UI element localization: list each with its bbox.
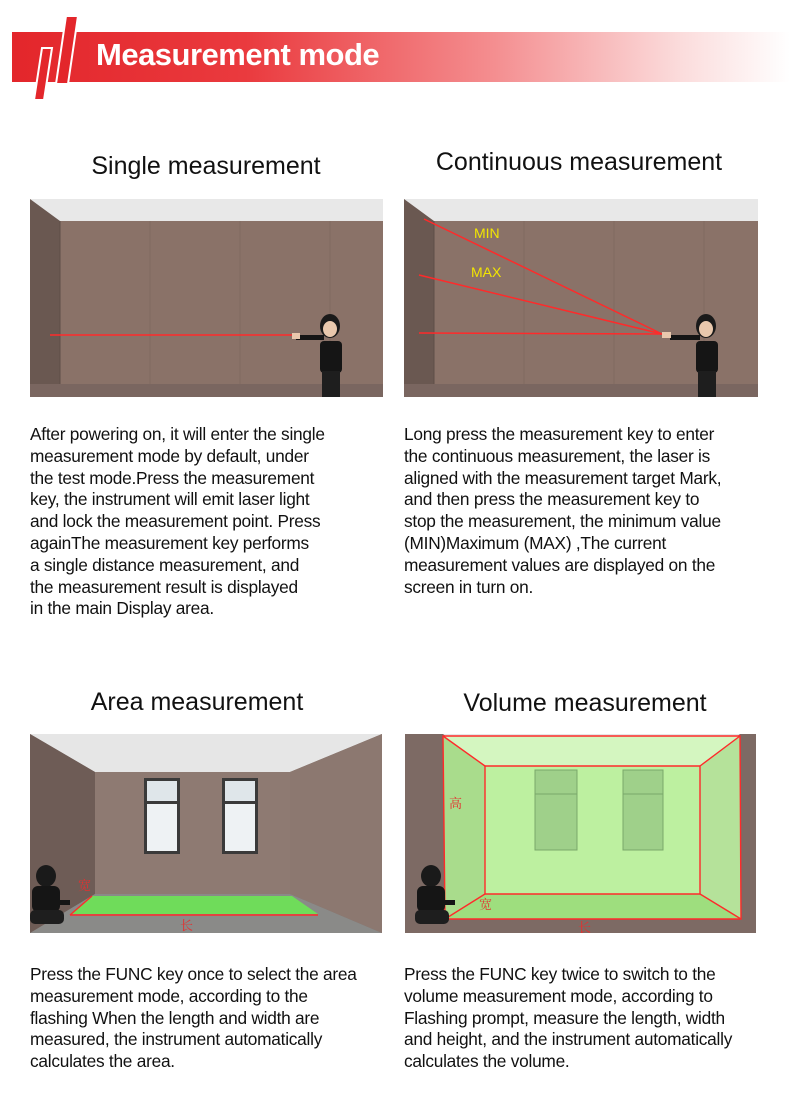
volume-measurement-photo	[405, 734, 756, 933]
floor-area-highlight	[70, 896, 318, 914]
max-label: MAX	[471, 264, 502, 280]
min-label: MIN	[474, 225, 500, 241]
width-label: 宽	[78, 879, 92, 894]
header-banner	[12, 32, 790, 82]
single-description: After powering on, it will enter the single measurement mode by default, under the test mode.Press the measurement key, the instrument will emit laser light and lock the measurement point. Press againThe measurement key performs a single distance measurement, and the measurement result is displayed in the main Display area.	[30, 424, 325, 619]
continuous-heading: Continuous measurement	[435, 148, 723, 176]
width-label: 宽	[479, 898, 493, 913]
single-heading: Single measurement	[91, 152, 321, 180]
length-label: 长	[578, 921, 592, 933]
volume-description: Press the FUNC key twice to switch to the volume measurement mode, according to Flashing prompt, measure the length, width and height, and the instrument automatically calculates the volume.	[404, 964, 733, 1072]
continuous-description: Long press the measurement key to enter the continuous measurement, the laser is aligned with the measurement target Mark, and then press the measurement key to stop the measurement, the minimum value (MIN)Maximum (MAX) ,The current measurement values are displayed on the screen in turn on.	[404, 424, 722, 597]
slash-logo-icon	[12, 16, 102, 100]
area-heading: Area measurement	[90, 688, 304, 716]
single-measurement-photo	[30, 199, 383, 397]
page-title: Measurement mode	[96, 37, 380, 72]
continuous-measurement-photo	[404, 199, 758, 397]
volume-heading: Volume measurement	[463, 689, 707, 717]
height-label: 高	[449, 797, 463, 812]
length-label: 长	[180, 919, 194, 933]
area-measurement-photo	[30, 734, 382, 933]
area-description: Press the FUNC key once to select the area measurement mode, according to the flashing When the length and width are measured, the instrument automatically calculates the area.	[30, 964, 357, 1072]
